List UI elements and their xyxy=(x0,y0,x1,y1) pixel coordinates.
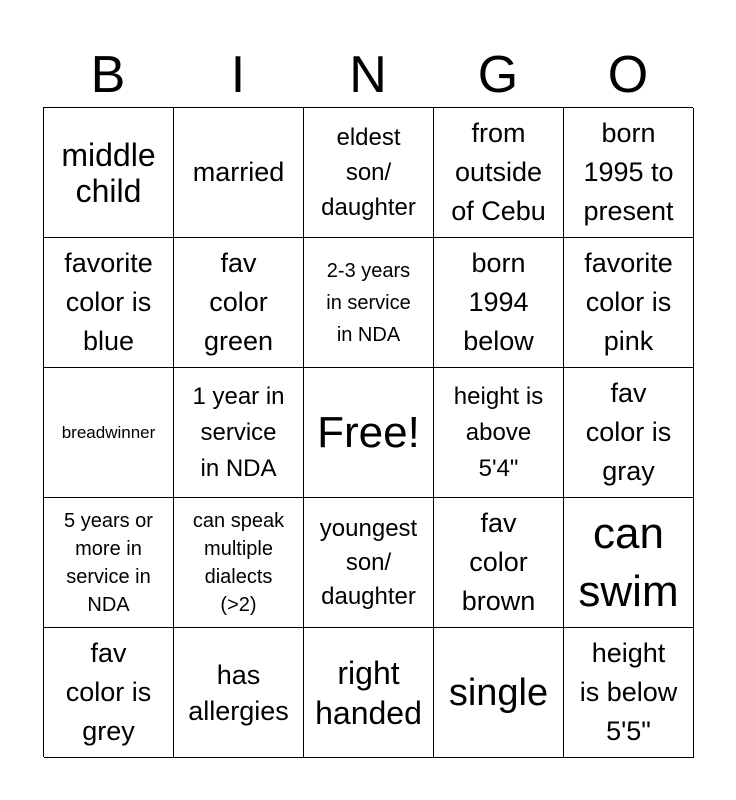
bingo-cell[interactable] xyxy=(304,108,434,238)
cell-text: fav color is gray xyxy=(585,378,672,486)
header-letter-i: I xyxy=(230,46,246,104)
bingo-cell[interactable] xyxy=(44,628,174,758)
cell-text: youngest son/ daughter xyxy=(319,514,418,610)
bingo-cell[interactable] xyxy=(304,498,434,628)
bingo-cell[interactable] xyxy=(564,628,694,758)
cell-text: fav color is grey xyxy=(65,638,152,746)
cell-text: breadwinner xyxy=(61,422,156,442)
header-letter-g: G xyxy=(477,46,519,104)
bingo-cell[interactable] xyxy=(174,108,304,238)
bingo-cell[interactable] xyxy=(434,498,564,628)
bingo-cell[interactable] xyxy=(564,498,694,628)
cell-text: fav color brown xyxy=(461,508,536,616)
cell-text: single xyxy=(448,671,549,714)
bingo-header xyxy=(43,44,693,106)
bingo-cell[interactable] xyxy=(174,498,304,628)
bingo-cell[interactable] xyxy=(564,368,694,498)
bingo-cell[interactable] xyxy=(434,368,564,498)
bingo-grid xyxy=(43,107,693,757)
cell-text: right handed xyxy=(315,654,422,731)
bingo-cell[interactable] xyxy=(174,238,304,368)
bingo-cell[interactable] xyxy=(564,238,694,368)
bingo-cell[interactable] xyxy=(174,368,304,498)
bingo-cell[interactable] xyxy=(434,108,564,238)
cell-text: from outside of Cebu xyxy=(451,118,546,226)
cell-text: 5 years or more in service in NDA xyxy=(64,509,153,616)
cell-text: fav color green xyxy=(203,248,274,356)
bingo-cell[interactable] xyxy=(304,238,434,368)
header-letter-n: N xyxy=(349,46,387,104)
bingo-cell[interactable] xyxy=(44,238,174,368)
cell-text: 1 year in service in NDA xyxy=(192,382,285,482)
bingo-cell[interactable] xyxy=(44,368,174,498)
header-letter-b: B xyxy=(90,46,126,104)
free-space-text: Free! xyxy=(317,407,420,457)
cell-text: eldest son/ daughter xyxy=(321,124,416,221)
header-letter-o: O xyxy=(607,46,649,104)
cell-text: height is below 5'5" xyxy=(579,638,678,746)
bingo-cell[interactable] xyxy=(434,628,564,758)
cell-text: can swim xyxy=(578,508,679,616)
cell-text: height is above 5'4" xyxy=(453,382,544,482)
bingo-cell[interactable] xyxy=(44,108,174,238)
cell-text: has allergies xyxy=(188,659,289,726)
bingo-cell[interactable] xyxy=(304,628,434,758)
cell-text: born 1994 below xyxy=(463,248,534,356)
bingo-cell[interactable] xyxy=(44,498,174,628)
bingo-cell[interactable] xyxy=(564,108,694,238)
bingo-cell[interactable] xyxy=(174,628,304,758)
cell-text: middle child xyxy=(61,136,156,209)
bingo-cell[interactable] xyxy=(434,238,564,368)
cell-text: can speak multiple dialects (>2) xyxy=(192,509,285,616)
cell-text: 2-3 years in service in NDA xyxy=(326,259,411,346)
cell-text: born 1995 to present xyxy=(583,118,674,226)
free-space[interactable] xyxy=(304,368,434,498)
cell-text: favorite color is pink xyxy=(584,248,673,356)
cell-text: favorite color is blue xyxy=(64,248,153,356)
cell-text: married xyxy=(192,157,285,187)
